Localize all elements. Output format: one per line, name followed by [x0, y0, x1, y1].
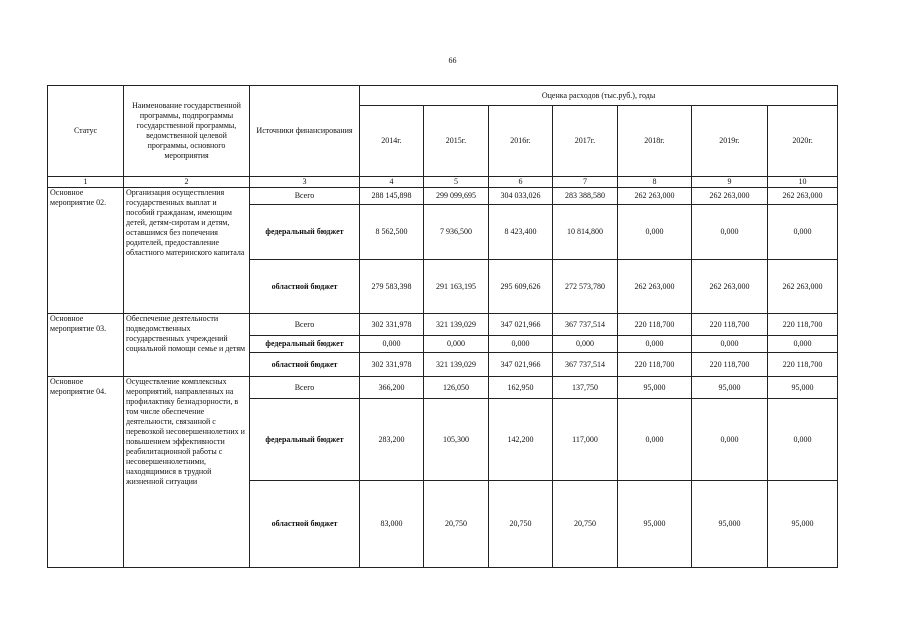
value-cell: 117,000 — [553, 399, 618, 481]
value-cell: 262 263,000 — [692, 260, 768, 314]
value-cell: 0,000 — [360, 336, 424, 353]
value-cell: 20,750 — [424, 481, 489, 568]
year-header: 2019г. — [692, 106, 768, 177]
value-cell: 0,000 — [424, 336, 489, 353]
value-cell: 262 263,000 — [692, 188, 768, 205]
value-cell: 95,000 — [692, 481, 768, 568]
column-number: 5 — [424, 177, 489, 188]
year-header: 2020г. — [768, 106, 838, 177]
source-cell: областной бюджет — [250, 353, 360, 377]
column-number: 4 — [360, 177, 424, 188]
value-cell: 162,950 — [489, 377, 553, 399]
value-cell: 220 118,700 — [618, 314, 692, 336]
source-cell: Всего — [250, 377, 360, 399]
column-number: 2 — [124, 177, 250, 188]
value-cell: 95,000 — [618, 377, 692, 399]
year-header: 2017г. — [553, 106, 618, 177]
value-cell: 0,000 — [692, 205, 768, 260]
source-cell: Всего — [250, 188, 360, 205]
budget-table — [47, 85, 838, 568]
value-cell: 0,000 — [768, 336, 838, 353]
table-row — [48, 188, 838, 205]
value-cell: 279 583,398 — [360, 260, 424, 314]
value-cell: 20,750 — [553, 481, 618, 568]
value-cell: 0,000 — [692, 399, 768, 481]
value-cell: 321 139,029 — [424, 353, 489, 377]
value-cell: 95,000 — [618, 481, 692, 568]
value-cell: 10 814,800 — [553, 205, 618, 260]
name-cell: Осуществление комплексных мероприятий, направленных на профилактику безнадзорности, в том числе обеспечение деятельности, связанной с перевозкой несовершеннолетних и повышением эффективности реабилитационной работы с несовершеннолетними, находящимися в трудной жизненной ситуации — [124, 377, 250, 568]
value-cell: 95,000 — [692, 377, 768, 399]
status-cell: Основное мероприятие 02. — [48, 188, 124, 314]
value-cell: 0,000 — [618, 399, 692, 481]
year-header: 2018г. — [618, 106, 692, 177]
value-cell: 0,000 — [618, 205, 692, 260]
header-row — [48, 86, 838, 106]
name-cell: Организация осуществления государственных выплат и пособий гражданам, имеющим детей, детям-сиротам и детям, оставшимся без попечения родителей, предоставление областного материнского капитала — [124, 188, 250, 314]
header-sources: Источники финансирования — [250, 86, 360, 177]
header-status: Статус — [48, 86, 124, 177]
value-cell: 288 145,898 — [360, 188, 424, 205]
value-cell: 347 021,966 — [489, 353, 553, 377]
column-number: 1 — [48, 177, 124, 188]
source-cell: федеральный бюджет — [250, 399, 360, 481]
column-numbers-row — [48, 177, 838, 188]
value-cell: 304 033,026 — [489, 188, 553, 205]
value-cell: 95,000 — [768, 481, 838, 568]
value-cell: 0,000 — [768, 205, 838, 260]
column-number: 3 — [250, 177, 360, 188]
value-cell: 220 118,700 — [618, 353, 692, 377]
name-cell: Обеспечение деятельности подведомственных государственных учреждений социальной помощи семье и детям — [124, 314, 250, 377]
value-cell: 0,000 — [618, 336, 692, 353]
value-cell: 0,000 — [489, 336, 553, 353]
value-cell: 83,000 — [360, 481, 424, 568]
page-number: 66 — [448, 56, 457, 65]
header-estimate: Оценка расходов (тыс.руб.), годы — [360, 86, 838, 106]
column-number: 9 — [692, 177, 768, 188]
value-cell: 366,200 — [360, 377, 424, 399]
value-cell: 142,200 — [489, 399, 553, 481]
value-cell: 283 388,580 — [553, 188, 618, 205]
source-cell: областной бюджет — [250, 481, 360, 568]
value-cell: 347 021,966 — [489, 314, 553, 336]
value-cell: 367 737,514 — [553, 353, 618, 377]
source-cell: областной бюджет — [250, 260, 360, 314]
header-name: Наименование государственной программы, подпрограммы государственной программы, ведомственной целевой программы, основного мероприятия — [124, 86, 250, 177]
value-cell: 137,750 — [553, 377, 618, 399]
value-cell: 295 609,626 — [489, 260, 553, 314]
value-cell: 283,200 — [360, 399, 424, 481]
value-cell: 0,000 — [553, 336, 618, 353]
value-cell: 262 263,000 — [618, 188, 692, 205]
value-cell: 262 263,000 — [768, 260, 838, 314]
status-cell: Основное мероприятие 04. — [48, 377, 124, 568]
value-cell: 302 331,978 — [360, 314, 424, 336]
value-cell: 262 263,000 — [618, 260, 692, 314]
value-cell: 0,000 — [768, 399, 838, 481]
value-cell: 8 423,400 — [489, 205, 553, 260]
year-header: 2014г. — [360, 106, 424, 177]
value-cell: 20,750 — [489, 481, 553, 568]
value-cell: 220 118,700 — [768, 314, 838, 336]
value-cell: 220 118,700 — [692, 353, 768, 377]
column-number: 8 — [618, 177, 692, 188]
year-header: 2016г. — [489, 106, 553, 177]
source-cell: Всего — [250, 314, 360, 336]
value-cell: 7 936,500 — [424, 205, 489, 260]
value-cell: 220 118,700 — [768, 353, 838, 377]
source-cell: федеральный бюджет — [250, 205, 360, 260]
year-header: 2015г. — [424, 106, 489, 177]
table-row — [48, 314, 838, 336]
value-cell: 95,000 — [768, 377, 838, 399]
value-cell: 272 573,780 — [553, 260, 618, 314]
value-cell: 8 562,500 — [360, 205, 424, 260]
value-cell: 367 737,514 — [553, 314, 618, 336]
value-cell: 220 118,700 — [692, 314, 768, 336]
status-cell: Основное мероприятие 03. — [48, 314, 124, 377]
table-row — [48, 377, 838, 399]
value-cell: 302 331,978 — [360, 353, 424, 377]
value-cell: 0,000 — [692, 336, 768, 353]
column-number: 7 — [553, 177, 618, 188]
column-number: 10 — [768, 177, 838, 188]
value-cell: 105,300 — [424, 399, 489, 481]
source-cell: федеральный бюджет — [250, 336, 360, 353]
column-number: 6 — [489, 177, 553, 188]
value-cell: 262 263,000 — [768, 188, 838, 205]
value-cell: 291 163,195 — [424, 260, 489, 314]
value-cell: 126,050 — [424, 377, 489, 399]
value-cell: 299 099,695 — [424, 188, 489, 205]
value-cell: 321 139,029 — [424, 314, 489, 336]
